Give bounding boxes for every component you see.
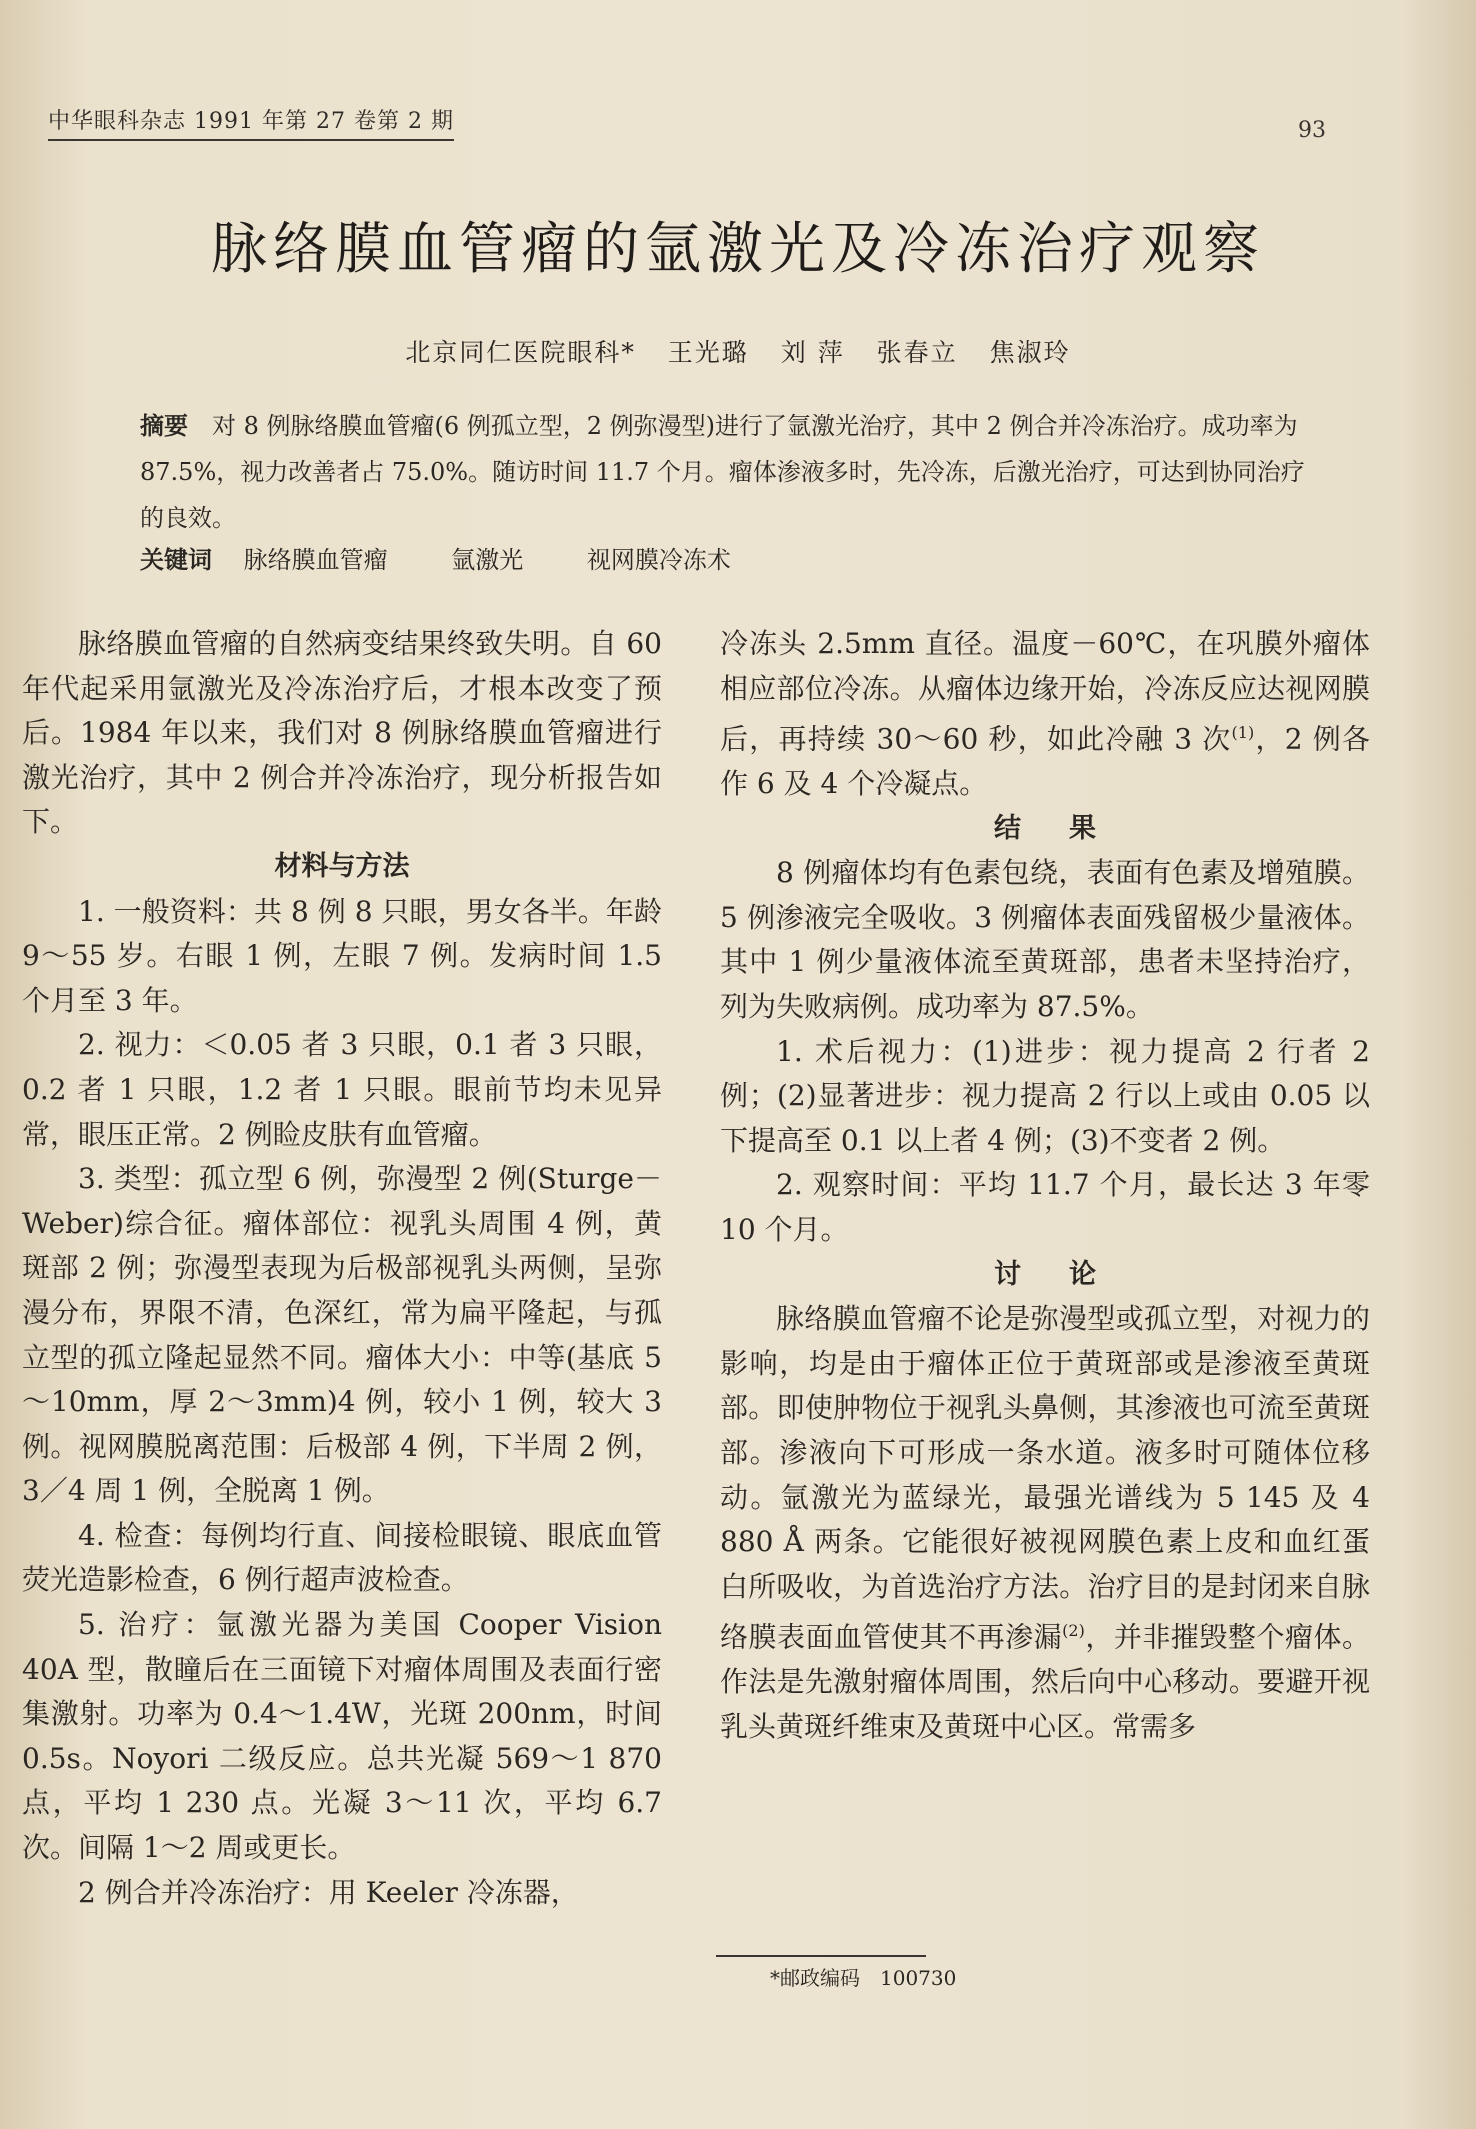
results-heading: 结果 xyxy=(994,812,1144,844)
keywords-label: 关键词 xyxy=(140,546,212,574)
abstract xyxy=(140,403,1320,541)
intro-paragraph: 脉络膜血管瘤的自然病变结果终致失明。自 60 年代起采用氩激光及冷冻治疗后，才根本改变了预后。1984 年以来，我们对 8 例脉络膜血管瘤进行激光治疗，其中 2 例合并冷冻治疗，现分析报告如下。 xyxy=(22,627,662,839)
author-name: 焦淑玲 xyxy=(989,338,1071,367)
results-paragraph: 1. 术后视力：(1)进步：视力提高 2 行者 2 例；(2)显著进步：视力提高 2 行以上或由 0.05 以下提高至 0.1 以上者 4 例；(3)不变者 2 例。 xyxy=(720,1034,1370,1157)
results-paragraph: 8 例瘤体均有色素包绕，表面有色素及增殖膜。5 例渗液完全吸收。3 例瘤体表面残留极少量液体。其中 1 例少量液体流至黄斑部，患者未坚持治疗，列为失败病例。成功率为 87.5%。 xyxy=(720,856,1370,1024)
continuation-text: 冷冻头 2.5mm 直径。温度－60℃，在巩膜外瘤体相应部位冷冻。从瘤体边缘开始，冷冻反应达视网膜后，再持续 30～60 秒，如此冷融 3 次 xyxy=(720,627,1370,756)
methods-paragraph: 2 例合并冷冻治疗：用 Keeler 冷冻器， xyxy=(78,1875,579,1909)
abstract-text: 对 8 例脉络膜血管瘤(6 例孤立型，2 例弥漫型)进行了氩激光治疗，其中 2 例合并冷冻治疗。成功率为 87.5%，视力改善者占 75.0%。随访时间 11.7 个月。瘤体渗液多时，先冷冻，后激光治疗，可达到协同治疗的良效。 xyxy=(140,412,1305,532)
discussion-paragraph xyxy=(720,1297,1370,1749)
methods-heading: 材料与方法 xyxy=(274,850,410,882)
left-column xyxy=(22,622,662,1915)
author-name: 王光璐 xyxy=(667,338,749,367)
methods-paragraph: 5. 治疗：氩激光器为美国 Cooper Vision 40A 型，散瞳后在三面镜下对瘤体周围及表面行密集激射。功率为 0.4～1.4W，光斑 200nm，时间 0.5s。Noyori 二级反应。总共光凝 569～1 870 点，平均 1 230 点。光凝 3～11 次，平均 6.7 次。间隔 1～2 周或更长。 xyxy=(22,1608,662,1865)
keyword: 脉络膜血管瘤 xyxy=(243,546,388,574)
methods-paragraph: 4. 检查：每例均行直、间接检眼镜、眼底血管荧光造影检查，6 例行超声波检查。 xyxy=(22,1518,662,1597)
page-number: 93 xyxy=(1298,118,1326,143)
reference-1: (1) xyxy=(1231,723,1255,743)
affiliation: 北京同仁医院眼科* xyxy=(405,338,636,367)
article-title: 脉络膜血管瘤的氩激光及冷冻治疗观察 xyxy=(211,217,1265,282)
continuation-text: ，2 例各作 6 及 4 个冷凝点。 xyxy=(720,722,1370,801)
journal-header: 中华眼科杂志 1991 年第 27 卷第 2 期 xyxy=(48,104,454,141)
discussion-text: 脉络膜血管瘤不论是弥漫型或孤立型，对视力的影响，均是由于瘤体正位于黄斑部或是渗液至黄斑部。即使肿物位于视乳头鼻侧，其渗液也可流至黄斑部。渗液向下可形成一条水道。液多时可随体位移动。氩激光为蓝绿光，最强光谱线为 5 145 及 4 880 Å 两条。它能很好被视网膜色素上皮和血红蛋白所吸收，为首选治疗方法。治疗目的是封闭来自脉络膜表面血管使其不再渗漏 xyxy=(720,1302,1370,1654)
results-paragraph: 2. 观察时间：平均 11.7 个月，最长达 3 年零 10 个月。 xyxy=(720,1168,1370,1247)
footnote: *邮政编码 100730 xyxy=(770,1966,957,1990)
keywords xyxy=(140,540,787,575)
methods-paragraph: 2. 视力：＜0.05 者 3 只眼，0.1 者 3 只眼，0.2 者 1 只眼，1.2 者 1 只眼。眼前节均未见异常，眼压正常。2 例睑皮肤有血管瘤。 xyxy=(22,1028,662,1151)
discussion-heading: 讨论 xyxy=(994,1258,1144,1290)
author-line xyxy=(0,333,1476,369)
methods-paragraph: 1. 一般资料：共 8 例 8 只眼，男女各半。年龄 9～55 岁。右眼 1 例，左眼 7 例。发病时间 1.5 个月至 3 年。 xyxy=(22,894,662,1017)
author-name: 刘 萍 xyxy=(780,338,845,367)
keyword: 视网膜冷冻术 xyxy=(586,546,731,574)
footnote-divider xyxy=(716,1955,926,1957)
right-column xyxy=(720,622,1370,1750)
methods-paragraph: 3. 类型：孤立型 6 例，弥漫型 2 例(Sturge－Weber)综合征。瘤体部位：视乳头周围 4 例，黄斑部 2 例；弥漫型表现为后极部视乳头两侧，呈弥漫分布，界限不清，色深红，常为扁平隆起，与孤立型的孤立隆起显然不同。瘤体大小：中等(基底 5～10mm，厚 2～3mm)4 例，较小 1 例，较大 3 例。视网膜脱离范围：后极部 4 例，下半周 2 例，3／4 周 1 例，全脱离 1 例。 xyxy=(22,1162,662,1508)
methods-continuation xyxy=(720,622,1370,807)
reference-2: (2) xyxy=(1062,1621,1085,1641)
abstract-label: 摘要 xyxy=(140,412,188,440)
author-name: 张春立 xyxy=(876,338,958,367)
discussion-text: ，并非摧毁整个瘤体。作法是先激射瘤体周围，然后向中心移动。要避开视乳头黄斑纤维束及黄斑中心区。常需多 xyxy=(720,1620,1370,1743)
keyword: 氩激光 xyxy=(451,546,524,574)
